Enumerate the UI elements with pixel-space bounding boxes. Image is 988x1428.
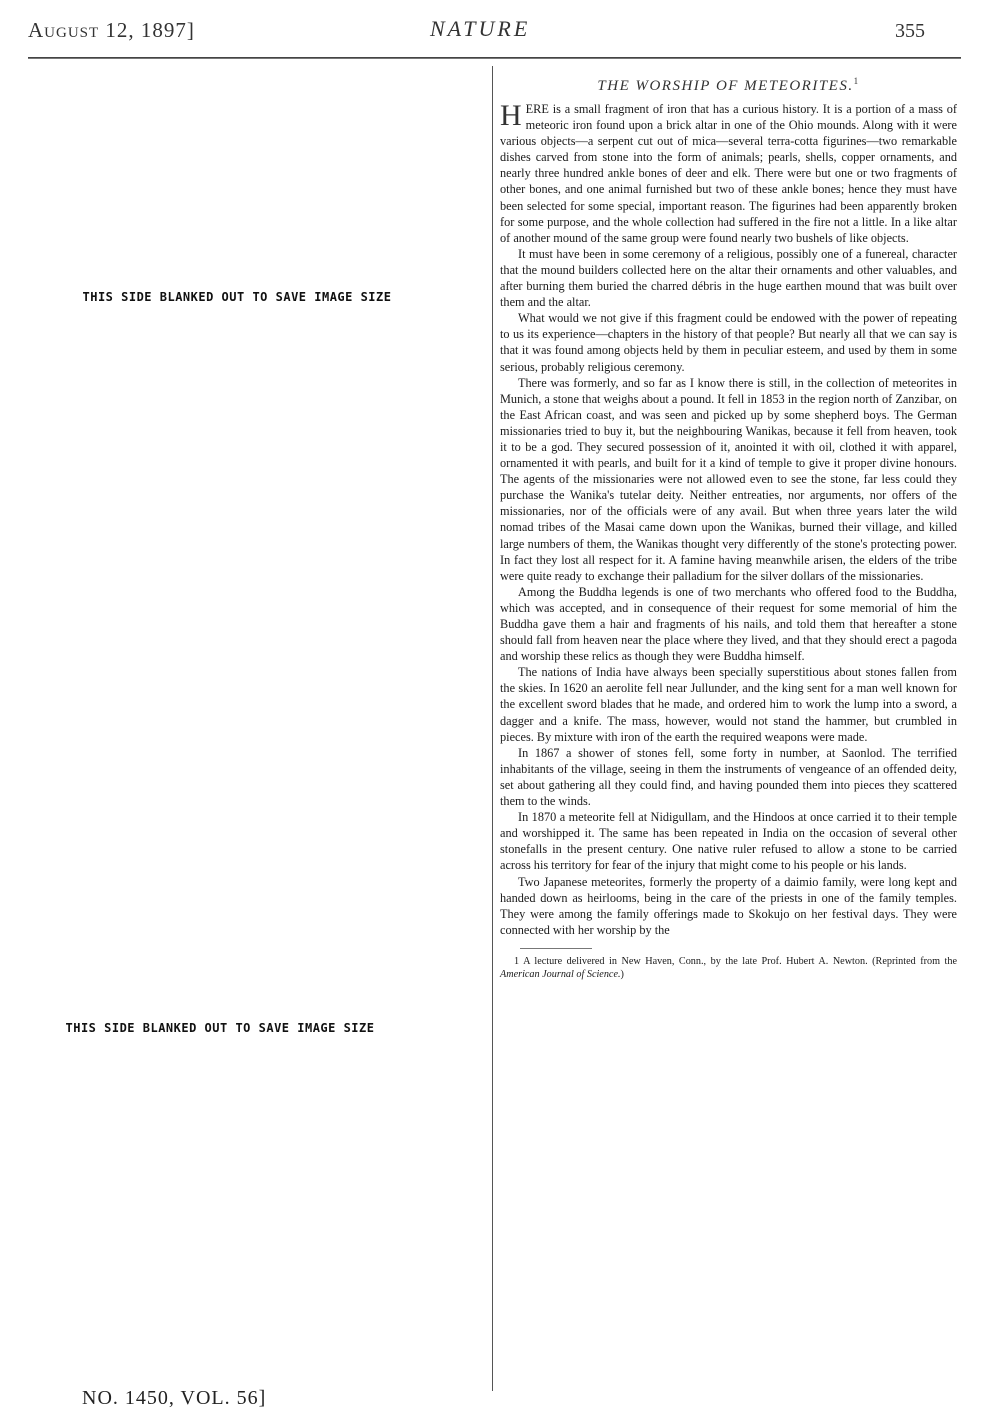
article-paragraph: What would we not give if this fragment could be endowed with the power of repeating to us its experience—chapters in the history of that people? But nearly all that we can say is that it was found among objects held by them in peculiar esteem, and used by them in some serious, probably religious ceremony.: [500, 311, 957, 374]
article-paragraph: The nations of India have always been specially superstitious about stones fallen from the skies. In 1620 an aerolite fell near Jullunder, and the king sent for a man well known for the excellent sword blades that he made, and ordered him to work the lump into a sword, a dagger and a knife. The mass, however, would not stand the hammer, but crumbled in pieces. By mixture with iron of the earth the required weapons were made.: [500, 665, 957, 744]
footnote-rule: [520, 948, 592, 949]
article-paragraph: In 1867 a shower of stones fell, some forty in number, at Saonlod. The terrified inhabitants of the village, seeing in them the instruments of vengeance of an offended deity, set about gathering all they could find, and having pounded them into pieces they scattered them to the winds.: [500, 745, 957, 809]
footnote-source: American Journal of Science.: [500, 968, 621, 980]
page-number: 355: [895, 20, 925, 42]
footnote-number: 1: [514, 955, 520, 967]
article-paragraph: Two Japanese meteorites, formerly the property of a daimio family, were long kept and handed down as heirlooms, being in the care of the priests in one of the family temples. They were among the family offerings made to Skokujo on her festival days. They were connected with her worship by the: [500, 874, 957, 937]
issue-date: August 12, 1897]: [28, 18, 195, 42]
article-title-text: THE WORSHIP OF METEORITES.: [597, 78, 854, 94]
issue-volume: NO. 1450, VOL. 56]: [82, 1387, 267, 1409]
article-title: [500, 76, 957, 95]
header-rule: [28, 57, 961, 59]
paragraph-text: ERE is a small fragment of iron that has a curious history. It is a portion of a mass of meteoric iron found upon a brick altar in one of the Ohio mounds. Along with it were various objects—a serpent cut out of mica—several terra-cotta figurines—two remarkable dishes carved from stone into the form of animals; pearls, shells, copper ornaments, and nearly three hundred ankle bones of deer and elk. There were but one or two fragments of other bones, and one animal furnished but two of these ankle bones; hence they must have been selected for some special, important reason. The figurines had been apparently broken for some purpose, and the whole collection had suffered in the fire not a little. In a like altar of another mound of the same group were found nearly two bushels of like objects.: [500, 102, 957, 245]
article-paragraph: Among the Buddha legends is one of two merchants who offered food to the Buddha, which was accepted, and in consequence of their request for some memorial of him the Buddha gave them a hair and fragments of his nails, and told them that hereafter a stone should fall from heaven near the place where they lived, and that they should erect a pagoda and worship these relics as though they were Buddha himself.: [500, 584, 957, 664]
drop-cap: H: [500, 99, 522, 132]
footnote-mark: 1: [853, 76, 860, 86]
footnote-text: A lecture delivered in New Haven, Conn., by the late Prof. Hubert A. Newton. (Reprinted from the: [523, 955, 958, 967]
article: [500, 76, 957, 981]
article-paragraph: In 1870 a meteorite fell at Nidigullam, and the Hindoos at once carried it to their temple and worshipped it. The same has been repeated in India on the occasion of several other stonefalls in the present century. One native ruler refused to allow a stone to be carried across his territory for fear of the injury that might come to his people or his lands.: [500, 810, 957, 873]
footnote: [500, 955, 957, 981]
article-paragraph: It must have been in some ceremony of a religious, possibly one of a funereal, character that the mound builders collected here on the altar their ornaments and other valuables, and after burning them buried the charred débris in the huge earthen mound that was built over them and the altar.: [500, 246, 957, 310]
blanked-out-note: THIS SIDE BLANKED OUT TO SAVE IMAGE SIZE: [65, 1021, 375, 1035]
article-paragraph: There was formerly, and so far as I know there is still, in the collection of meteorites in Munich, a stone that weighs about a pound. It fell in 1853 in the region north of Zanzibar, on the East African coast, and was seen and picked up by some shepherd boys. The German missionaries tried to buy it, but the neighbouring Wanikas, because it fell from heaven, took it to be a god. They secured possession of it, anointed it with oil, clothed it with apparel, ornamented it with pearls, and built for it a kind of temple to give it proper divine honours. The agents of the missionaries were not allowed even to see the stone, far less could they purchase the Wanika's tutelar deity. Neither entreaties, nor arguments, nor offers of the missionaries, nor of the officials were of any avail. But when three years later the wild nomad tribes of the Masai came down upon the Wanikas, burned their village, and killed large numbers of them, the Wanikas thought very differently of the stone's protecting power. In fact they lost all respect for it. A famine having meanwhile arisen, the elders of the tribe were quite ready to exchange their palladium for the silver dollars of the missionaries.: [500, 375, 957, 583]
blanked-out-note: THIS SIDE BLANKED OUT TO SAVE IMAGE SIZE: [82, 290, 392, 304]
journal-title: NATURE: [430, 16, 531, 41]
article-paragraph: [500, 101, 957, 246]
column-divider: [492, 66, 493, 1391]
footnote-close: ): [620, 968, 624, 980]
